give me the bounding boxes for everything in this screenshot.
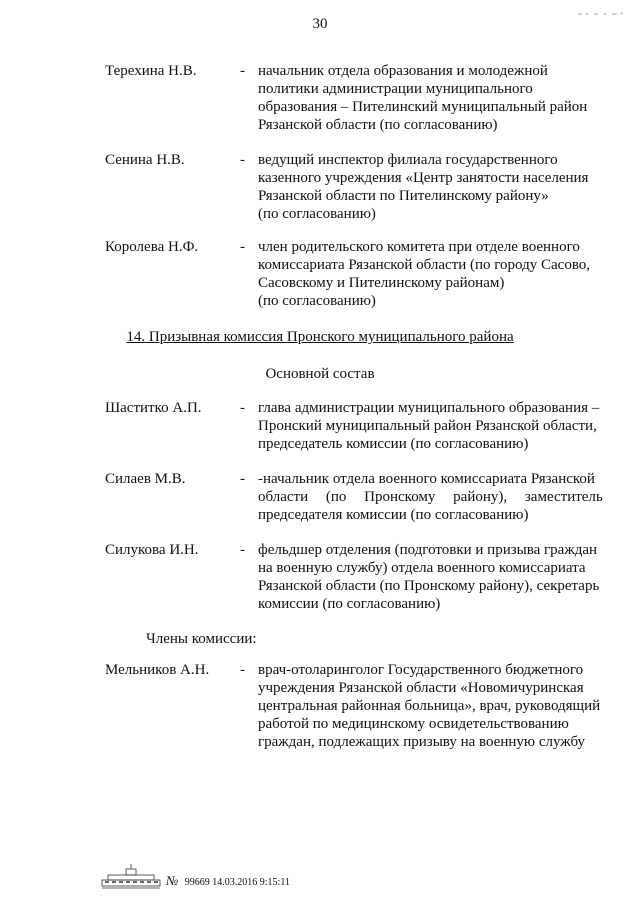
- entry-line: член родительского комитета при отделе военного: [258, 239, 580, 255]
- page-number: 30: [312, 16, 328, 32]
- entry-line: начальник отдела образования и молодежной: [258, 63, 548, 79]
- subheading: Основной состав: [265, 366, 375, 382]
- entry-line: политики администрации муниципального: [258, 81, 533, 97]
- entry-line: ведущий инспектор филиала государственного: [258, 152, 558, 168]
- entry-description: [258, 399, 613, 453]
- entry-name: Силукова И.Н.: [105, 542, 199, 558]
- entry-line: работой по медицинскому освидетельствованию: [258, 716, 569, 732]
- entry-name: Шаститко А.П.: [105, 400, 202, 416]
- entry-dash: -: [240, 400, 245, 416]
- entry-line: глава администрации муниципального образования –: [258, 400, 600, 416]
- entry-description: [258, 62, 613, 134]
- entry-line: -начальник отдела военного комиссариата Рязанской: [258, 471, 595, 487]
- entry-dash: -: [240, 471, 245, 487]
- entry-name: Мельников А.Н.: [105, 662, 210, 678]
- entry-line: (по согласованию): [258, 206, 376, 222]
- entry-line: учреждения Рязанской области «Новомичуринская: [258, 680, 584, 696]
- entry-line: образования – Пителинский муниципальный район: [258, 99, 588, 115]
- doc-symbol: №: [166, 873, 179, 888]
- entry-line: казенного учреждения «Центр занятости населения: [258, 170, 589, 186]
- entry-line: фельдшер отделения (подготовки и призыва граждан: [258, 542, 598, 558]
- document-stamp: [166, 873, 290, 889]
- entry-line: Сасовскому и Пителинскому районам): [258, 275, 505, 291]
- entry-line: Рязанской области по Пителинскому району»: [258, 188, 549, 204]
- entry-line: области (по Пронскому району), заместитель: [258, 489, 603, 505]
- entry-name: Королева Н.Ф.: [105, 239, 199, 255]
- entry-line: комиссии (по согласованию): [258, 596, 441, 612]
- entry-name: Терехина Н.В.: [105, 63, 197, 79]
- entry-line: (по согласованию): [258, 293, 376, 309]
- entry-description: [258, 470, 613, 524]
- entry-line: председателя комиссии (по согласованию): [258, 507, 529, 523]
- entry-dash: -: [240, 542, 245, 558]
- entry-description: [258, 238, 613, 310]
- entry-dash: -: [240, 239, 245, 255]
- entry-line: председатель комиссии (по согласованию): [258, 436, 529, 452]
- entry-line: комиссариата Рязанской области (по городу Сасово,: [258, 257, 591, 273]
- entry-dash: -: [240, 662, 245, 678]
- entry-dash: -: [240, 152, 245, 168]
- entry-line: центральная районная больница», врач, руководящий: [258, 698, 601, 714]
- entry-line: Рязанской области (по Пронскому району), секретарь: [258, 578, 600, 594]
- entry-name: Силаев М.В.: [105, 471, 186, 487]
- entry-line: Пронский муниципальный район Рязанской области,: [258, 418, 597, 434]
- section-heading-text: 14. Призывная комиссия Пронского муниципального района: [126, 329, 514, 345]
- entry-line: врач-отоларинголог Государственного бюджетного: [258, 662, 584, 678]
- doc-number: 99669: [184, 877, 210, 888]
- entry-line: на военную службу) отдела военного комиссариата: [258, 560, 586, 576]
- entry-description: [258, 151, 613, 223]
- entry-name: Сенина Н.В.: [105, 152, 185, 168]
- entry-description: [258, 541, 613, 613]
- entry-line: Рязанской области (по согласованию): [258, 117, 498, 133]
- scan-artifact: [576, 10, 626, 18]
- members-label: Члены комиссии:: [146, 631, 257, 647]
- building-logo-icon: [100, 863, 162, 889]
- entry-line: граждан, подлежащих призыву на военную службу: [258, 734, 586, 750]
- section-heading: [0, 329, 640, 346]
- doc-timestamp: 14.03.2016 9:15:11: [212, 877, 290, 888]
- entry-description: [258, 661, 613, 751]
- entry-dash: -: [240, 63, 245, 79]
